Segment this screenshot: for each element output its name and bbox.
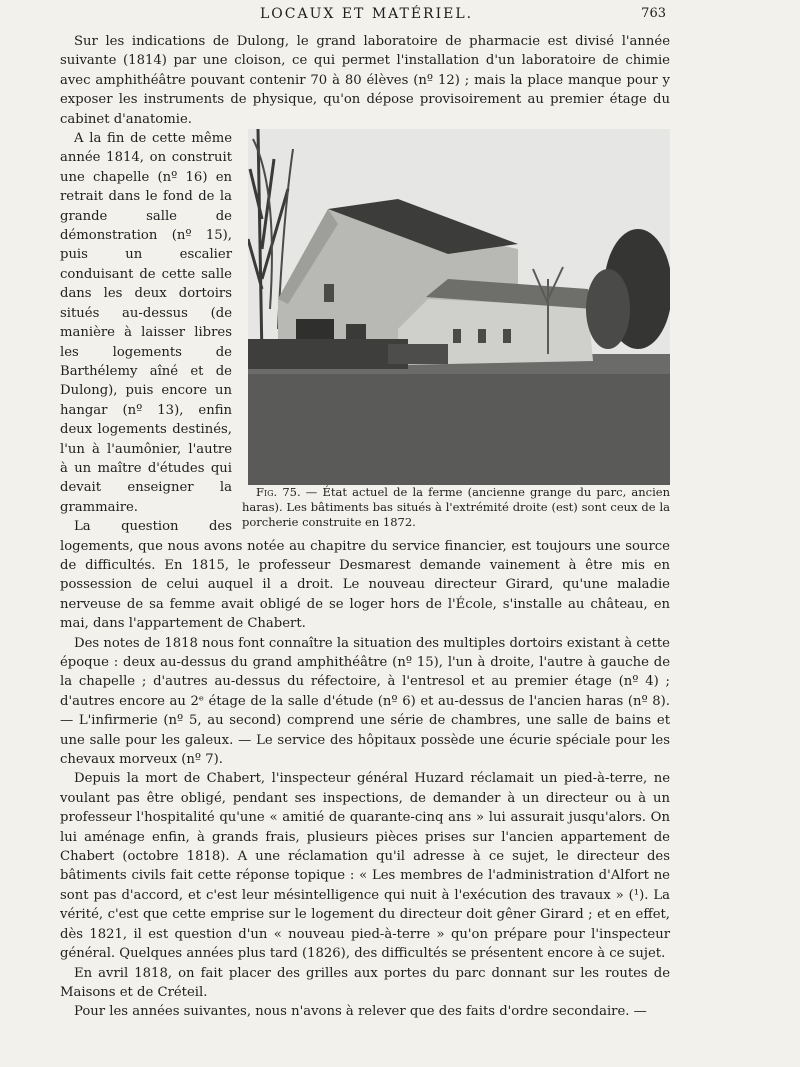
running-head: LOCAUX ET MATÉRIEL. <box>260 6 474 22</box>
paragraph: Sur les indications de Dulong, le grand laboratoire de pharmacie est divisé l'année suivante (1814) par une cloison, ce qui permet l'installation d'un laboratoire de chimie avec amphithéâtre pouvant contenir 70 à 80 élèves (nº 12) ; mais la place manque pour y exposer les instruments de physique, qu'on dépose provisoirement au premier étage du cabinet d'anatomie. <box>60 34 670 127</box>
paragraph: La question des logements, que nous avons notée au chapitre du service financier, est toujours une source de difficultés. En 1815, le professeur Desmarest demande vainement à être mis en possession de celui auquel il a droit. Le nouveau directeur Girard, qu'une maladie nerveuse de sa femme avait obligé de se loger hors de l'École, s'installe au château, en mai, dans l'appartement de Chabert. <box>60 519 670 632</box>
figure-caption <box>242 485 670 530</box>
figure <box>242 129 670 530</box>
body-text <box>60 32 670 1022</box>
page-number: 763 <box>641 6 666 21</box>
caption-lead: Fig. 75. — <box>256 485 318 500</box>
caption-text: État actuel de la ferme (ancienne grange du parc, ancien haras). Les bâtiments bas situés à l'extrémité droite (est) sont ceux de la porcherie construite en 1872. <box>242 485 670 530</box>
farm-photograph <box>248 129 670 485</box>
page-header <box>0 6 800 28</box>
paragraph: Des notes de 1818 nous font connaître la situation des multiples dortoirs existant à cette époque : deux au-dessus du grand amphithéâtre (nº 15), l'un à droite, l'autre à gauche de la chapelle ; d'autres au-dessus du réfectoire, à l'entresol et au premier étage (nº 4) ; d'autres encore au 2ᵉ étage de la salle d'étude (nº 6) et au-dessus de l'ancien haras (nº 8). — L'infirmerie (nº 5, au second) comprend une série de chambres, une salle de bains et une salle pour les galeux. — Le service des hôpitaux possède une écurie spéciale pour les chevaux morveux (nº 7). <box>60 635 670 768</box>
paragraph: Depuis la mort de Chabert, l'inspecteur général Huzard réclamait un pied-à-terre, ne voulant pas être obligé, pendant ses inspections, de demander à un directeur ou à un professeur l'hospitalité qu'une « amitié de quarante-cinq ans » lui assurait jusqu'alors. On lui aménage enfin, à grands frais, plusieurs pièces prises sur l'ancien appartement de Chabert (octobre 1818). A une réclamation qu'il adresse à ce sujet, le directeur des bâtiments civils fait cette réponse topique : « Les membres de l'administration d'Alfort ne sont pas d'accord, et c'est leur mésintelligence qui nuit à l'exécution des travaux » (¹). La vérité, c'est que cette emprise sur le logement du directeur doit gêner Girard ; et en effet, dès 1821, il est question d'un « nouveau pied-à-terre » qu'on prépare pour l'inspecteur général. Quelques années plus tard (1826), des difficultés se présentent encore à ce sujet. <box>60 771 670 962</box>
paragraph: En avril 1818, on fait placer des grilles aux portes du parc donnant sur les routes de Maisons et de Créteil. <box>60 965 670 1000</box>
paragraph: A la fin de cette même année 1814, on construit une chapelle (nº 16) en retrait dans le fond de la grande salle de démonstration (nº 15), puis un escalier conduisant de cette salle dans les deux dortoirs situés au-dessus (de manière à laisser libres les logements de Barthélemy aîné et de Dulong), puis encore un hangar (nº 13), enfin deux logements destinés, l'un à l'aumônier, l'autre à un maître d'études qui devait enseigner la grammaire. <box>60 131 232 515</box>
paragraph: Pour les années suivantes, nous n'avons à relever que des faits d'ordre secondaire. — <box>74 1004 647 1020</box>
